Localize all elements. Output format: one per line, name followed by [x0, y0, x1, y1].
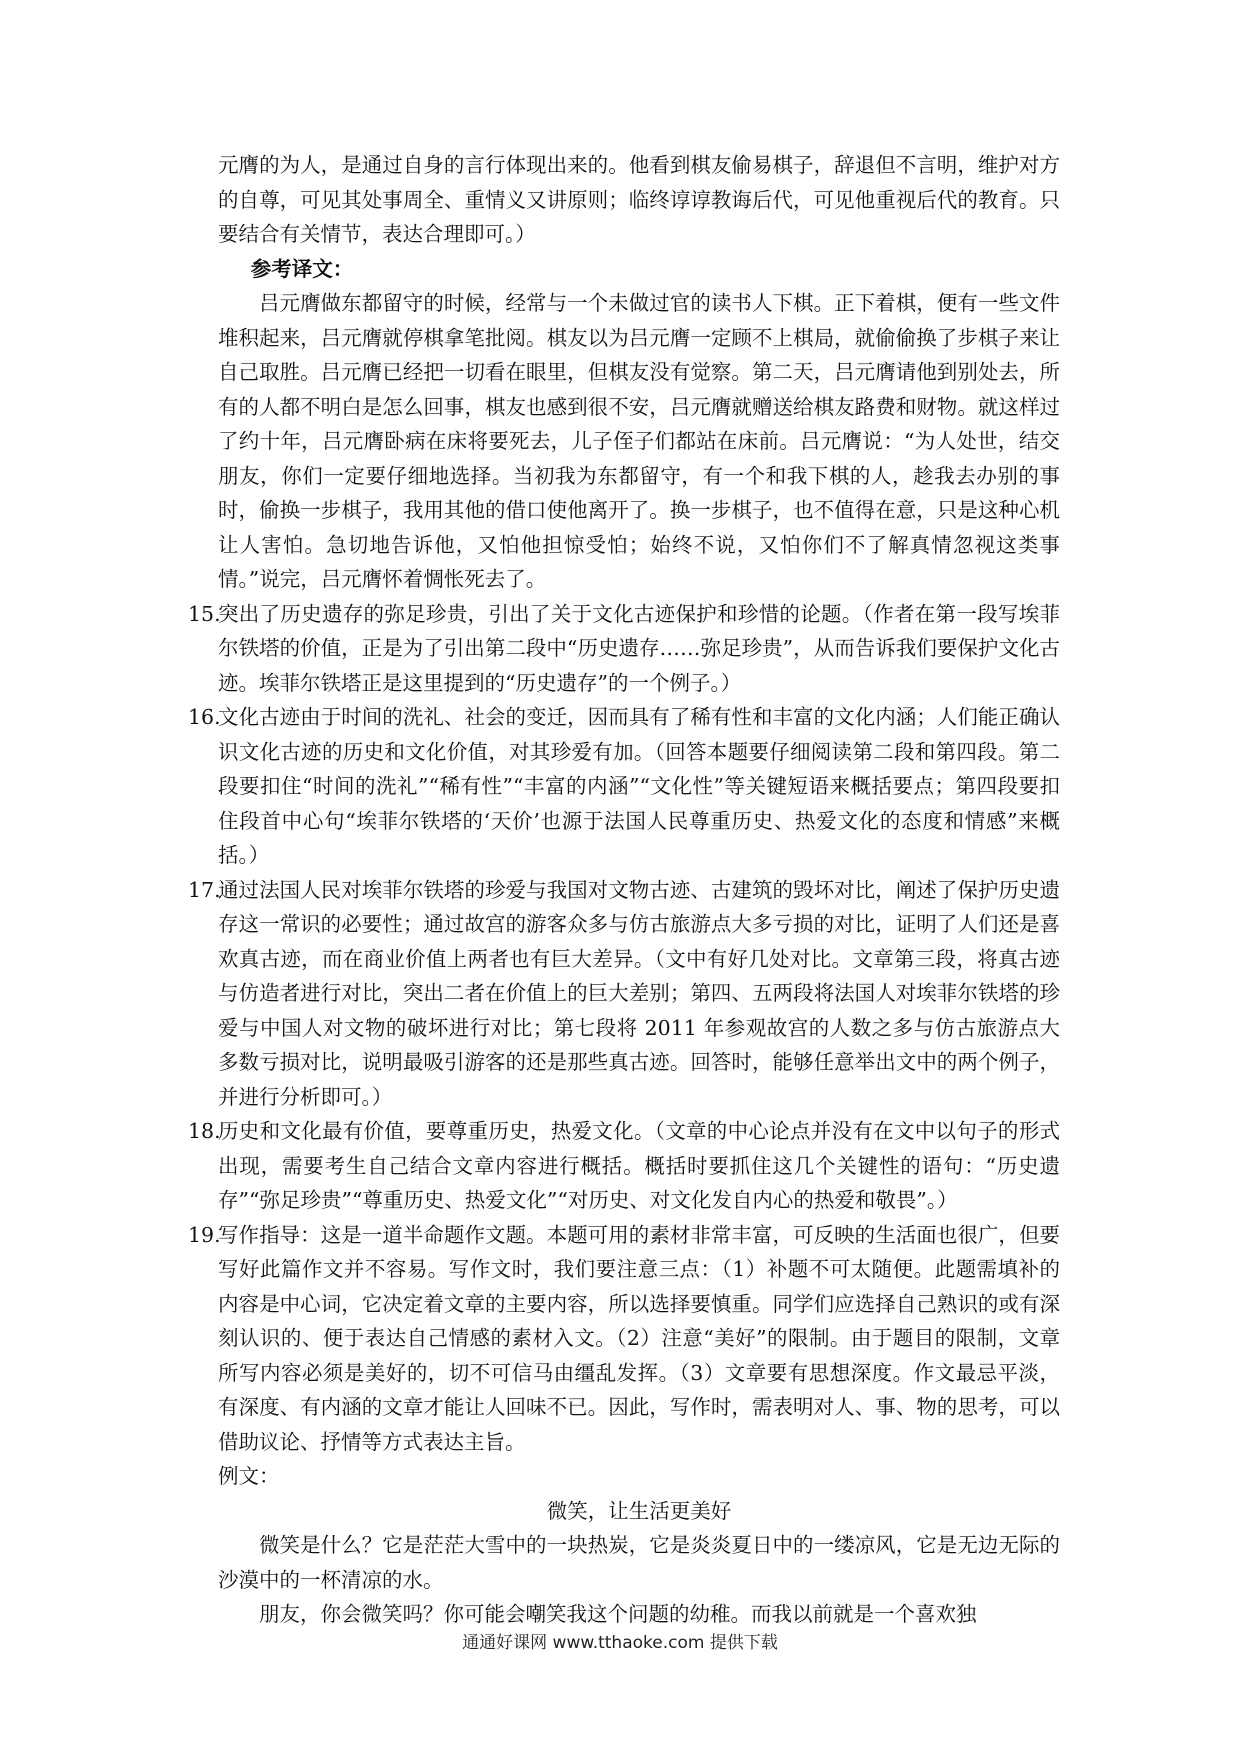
answer-text: 写作指导：这是一道半命题作文题。本题可用的素材非常丰富，可反映的生活面也很广，但要写好此篇作文并不容易。写作文时，我们要注意三点：（1）补题不可太随便。此题需填补的内容是中心词，它决定着文章的主要内容，所以选择要慎重。同学们应选择自己熟识的或有深刻认识的、便于表达自己情感的素材入文。（2）注意“美好”的限制。由于题目的限制，文章所写内容必须是美好的，切不可信马由缰乱发挥。（3）文章要有思想深度。作文最忌平淡，有深度、有内涵的文章才能让人回味不已。因此，写作时，需表明对人、事、物的思考，可以借助议论、抒情等方式表达主旨。 [218, 1222, 1060, 1454]
answer-item [188, 873, 1060, 1115]
answer-text: 突出了历史遗存的弥足珍贵，引出了关于文化古迹保护和珍惜的论题。（作者在第一段写埃菲尔铁塔的价值，正是为了引出第二段中“历史遗存……弥足珍贵”，从而告诉我们要保护文化古迹。埃菲尔铁塔正是这里提到的“历史遗存”的一个例子。） [218, 601, 1060, 695]
essay-title: 微笑，让生活更美好 [546, 1498, 732, 1523]
answer-text: 文化古迹由于时间的洗礼、社会的变迁，因而具有了稀有性和丰富的文化内涵；人们能正确认识文化古迹的历史和文化价值，对其珍爱有加。（回答本题要仔细阅读第二段和第四段。第二段要扣住“时间的洗礼”“稀有性”“丰富的内涵”“文化性”等关键短语来概括要点；第四段要扣住段首中心句“埃菲尔铁塔的‘天价’也源于法国人民尊重历史、热爱文化的态度和情感”来概括。） [218, 705, 1060, 867]
example-label: 例文： [218, 1464, 280, 1488]
answer-number: 17. [188, 877, 221, 902]
answer-item [188, 700, 1060, 873]
essay-paragraph: 朋友，你会微笑吗？你可能会嘲笑我这个问题的幼稚。而我以前就是一个喜欢独 [259, 1602, 977, 1626]
carryover-paragraph: 元膺的为人，是通过自身的言行体现出来的。他看到棋友偷易棋子，辞退但不言明，维护对方的自尊，可见其处事周全、重情义又讲原则；临终谆谆教诲后代，可见他重视后代的教育。只要结合有关情节，表达合理即可。） [218, 153, 1060, 246]
answer-text: 历史和文化最有价值，要尊重历史，热爱文化。（文章的中心论点并没有在文中以句子的形式出现，需要考生自己结合文章内容进行概括。概括时要抓住这几个关键性的语句：“历史遗存”“弥足珍贵”“尊重历史、热爱文化”“对历史、对文化发自内心的热爱和敬畏”。） [218, 1119, 1060, 1212]
answer-number: 16. [188, 705, 221, 729]
page-footer: 通通好课网 www.tthaoke.com 提供下载 [462, 1633, 778, 1653]
translation-paragraph: 吕元膺做东都留守的时候，经常与一个未做过官的读书人下棋。正下着棋，便有一些文件堆积起来，吕元膺就停棋拿笔批阅。棋友以为吕元膺一定顾不上棋局，就偷偷换了步棋子来让自己取胜。吕元膺已经把一切看在眼里，但棋友没有觉察。第二天，吕元膺请他到别处去，所有的人都不明白是怎么回事，棋友也感到很不安，吕元膺就赠送给棋友路费和财物。就这样过了约十年，吕元膺卧病在床将要死去，儿子侄子们都站在床前。吕元膺说：“为人处世，结交朋友，你们一定要仔细地选择。当初我为东都留守，有一个和我下棋的人，趁我去办别的事时，偷换一步棋子，我用其他的借口使他离开了。换一步棋子，也不值得在意，只是这种心机让人害怕。急切地告诉他，又怕他担惊受怕；始终不说，又怕你们不了解真情忽视这类事情。”说完，吕元膺怀着惆怅死去了。 [218, 291, 1060, 591]
essay-paragraph: 微笑是什么？它是茫茫大雪中的一块热炭，它是炎炎夏日中的一缕凉风，它是无边无际的沙漠中的一杯清凉的水。 [218, 1533, 1060, 1592]
answer-number: 15. [188, 601, 221, 626]
translation-heading: 参考译文： [250, 256, 354, 281]
answer-number: 19. [188, 1222, 221, 1247]
answer-item [188, 1114, 1060, 1218]
answer-item [188, 1218, 1060, 1460]
document-body [188, 148, 1060, 1632]
answer-item [188, 597, 1060, 701]
answer-text: 通过法国人民对埃菲尔铁塔的珍爱与我国对文物古迹、古建筑的毁坏对比，阐述了保护历史遗存这一常识的必要性；通过故宫的游客众多与仿古旅游点大多亏损的对比，证明了人们还是喜欢真古迹，而在商业价值上两者也有巨大差异。（文中有好几处对比。文章第三段，将真古迹与仿造者进行对比，突出二者在价值上的巨大差别；第四、五两段将法国人对埃菲尔铁塔的珍爱与中国人对文物的破坏进行对比；第七段将 2011 年参观故宫的人数之多与仿古旅游点大多数亏损对比，说明最吸引游客的还是那些真古迹。回答时，能够任意举出文中的两个例子，并进行分析即可。） [218, 877, 1060, 1109]
answer-number: 18. [188, 1119, 221, 1143]
